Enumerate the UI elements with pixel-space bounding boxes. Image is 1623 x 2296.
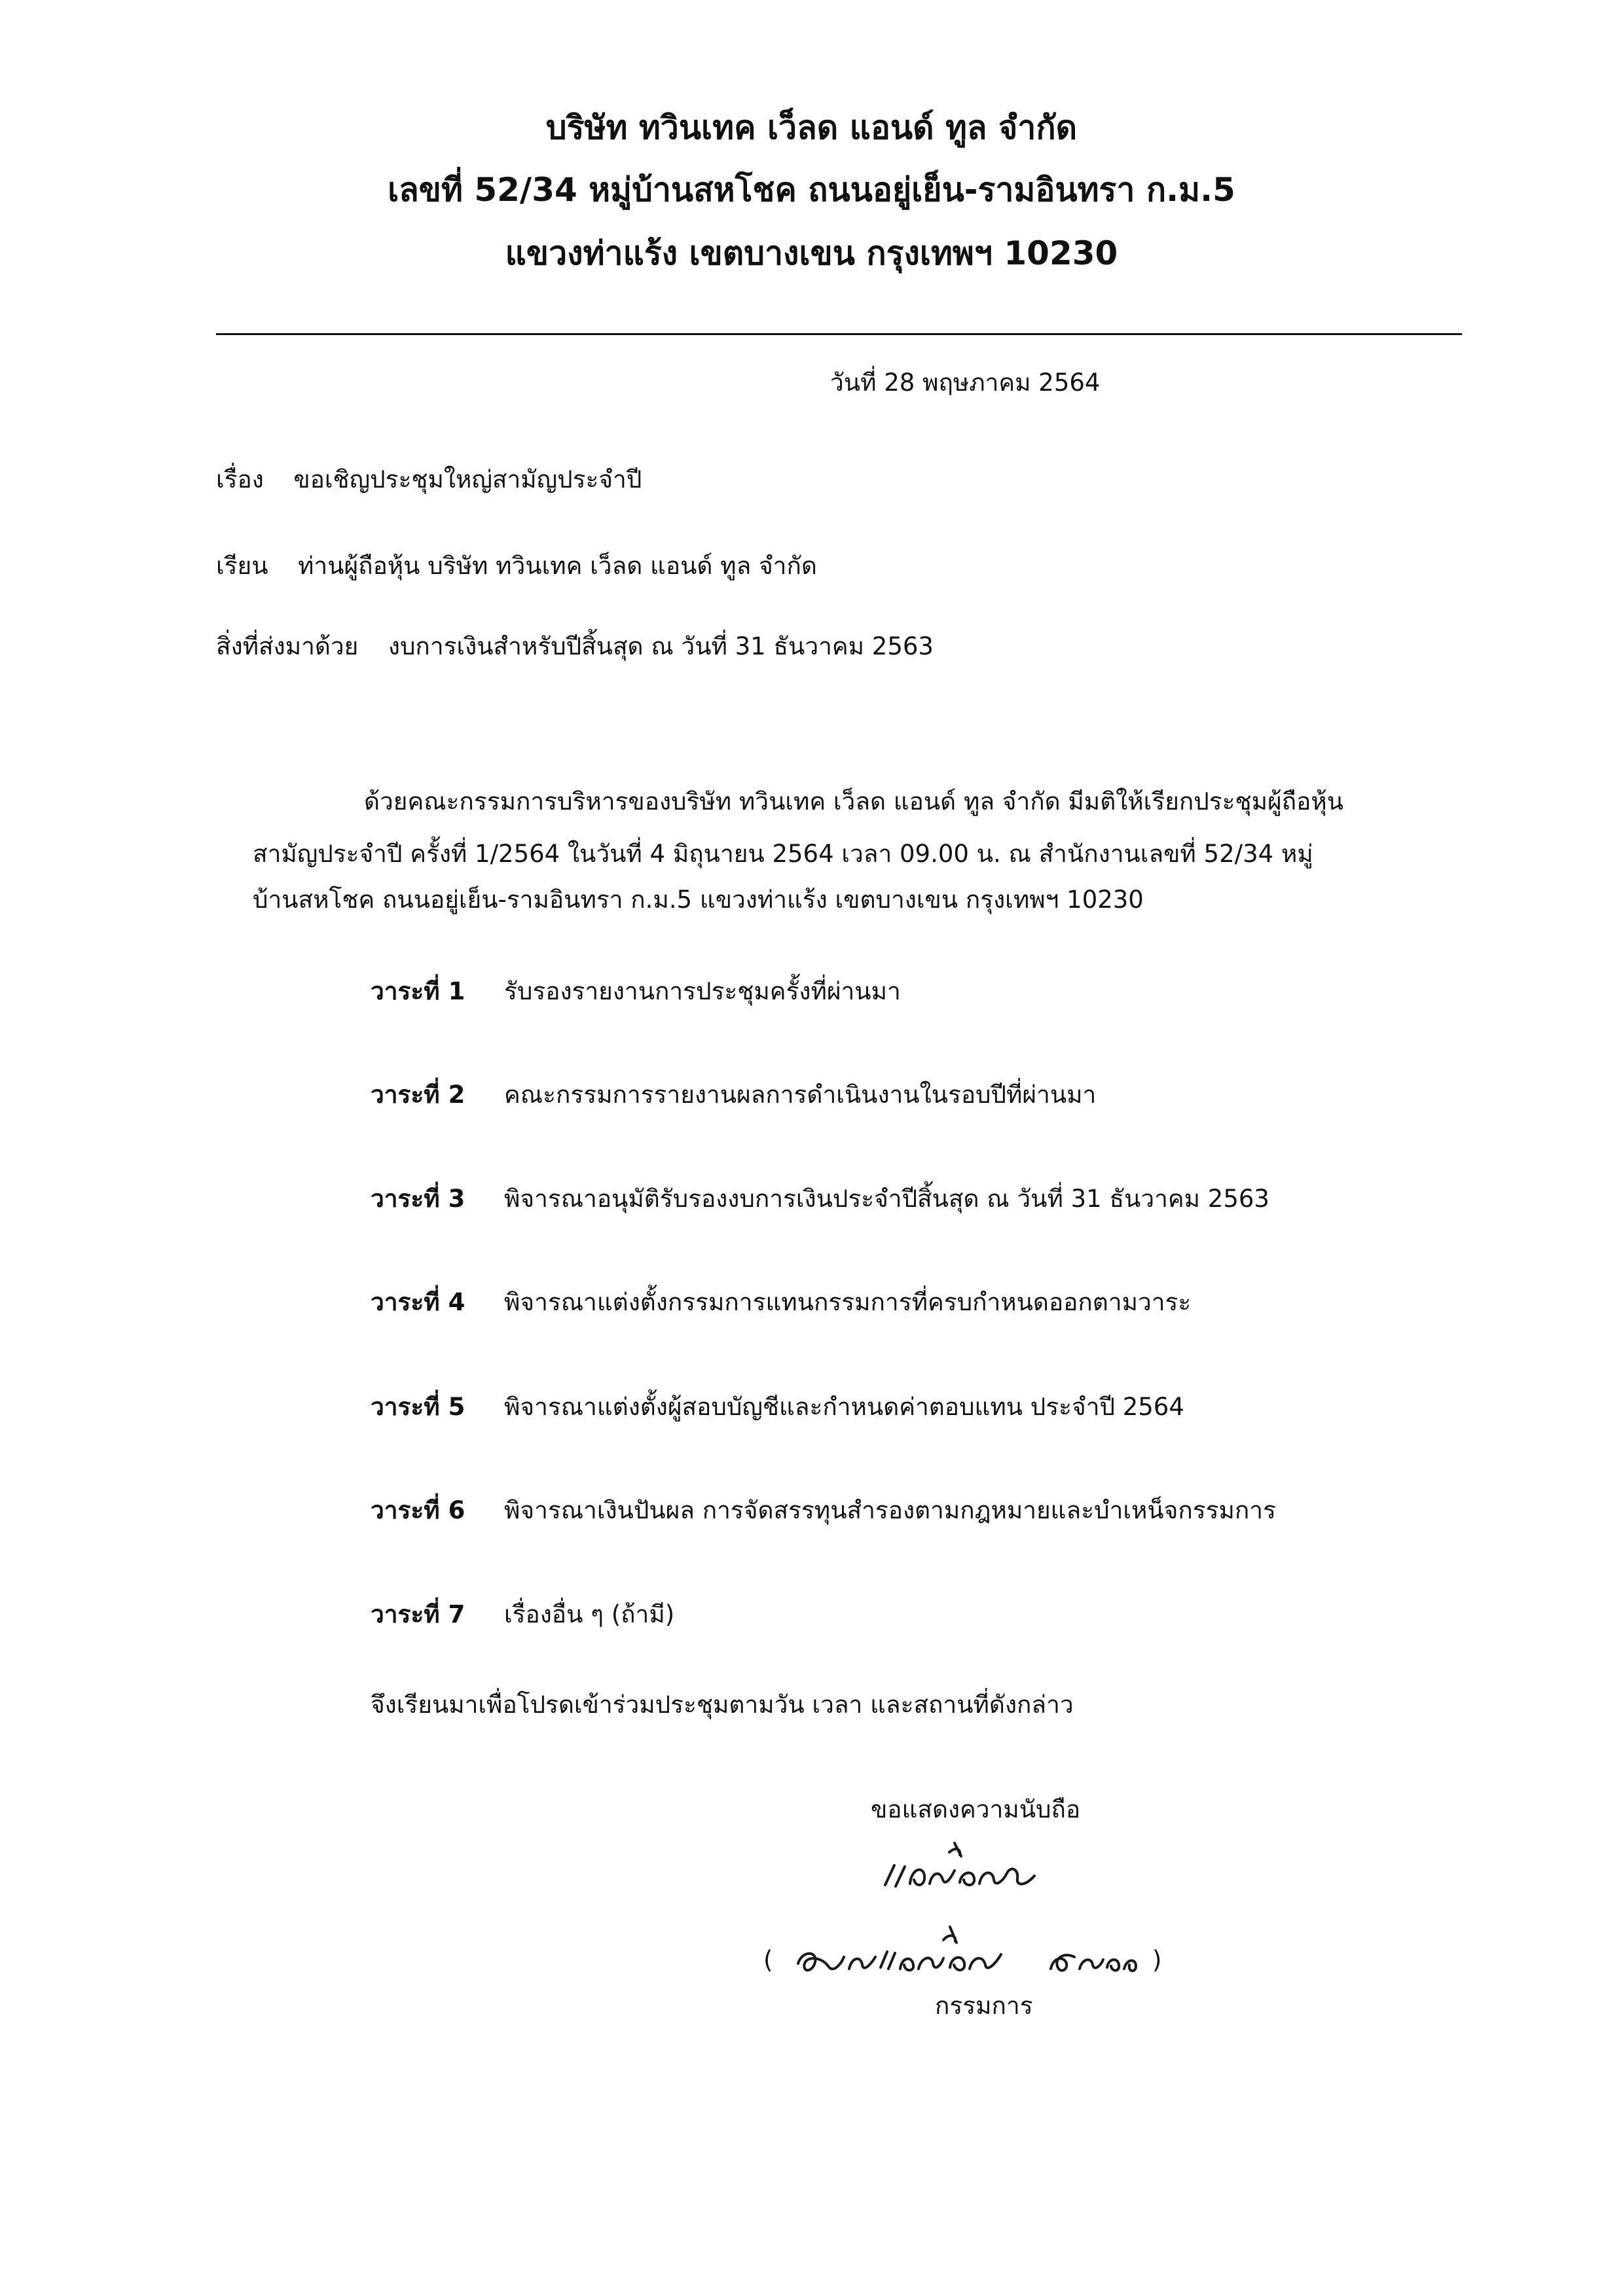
agenda-text: พิจารณาแต่งตั้งผู้สอบบัญชีและกำหนดค่าตอบแทน ประจำปี 2564 [504,1393,1184,1421]
enclosure-label: สิ่งที่ส่งมาด้วย [216,632,359,660]
handwritten-signature [877,1833,1074,1905]
agenda-label: วาระที่ 1 [371,977,465,1005]
subject-text: ขอเชิญประชุมใหญ่สามัญประจำปี [293,465,642,493]
agenda-label: วาระที่ 4 [371,1288,465,1316]
company-address-line1: เลขที่ 52/34 หมู่บ้านสหโชค ถนนอยู่เย็น-รามอินทรา ก.ม.5 [388,171,1235,209]
closing-sentence: จึงเรียนมาเพื่อโปรดเข้าร่วมประชุมตามวัน เวลา และสถานที่ดังกล่าว [371,1691,1074,1719]
agenda-text: เรื่องอื่น ๆ (ถ้ามี) [504,1600,675,1628]
body-paragraph-line-1: ด้วยคณะกรรมการบริหารของบริษัท ทวินเทค เว็ลด แอนด์ ทูล จำกัด มีมติให้เรียกประชุมผู้ถือหุ้น [364,787,1344,816]
handwritten-signatory-name [789,1918,1156,1996]
agenda-text: พิจารณาอนุมัติรับรองงบการเงินประจำปีสิ้นสุด ณ วันที่ 31 ธันวาคม 2563 [504,1185,1269,1213]
sign-off: ขอแสดงความนับถือ [871,1795,1081,1823]
subject-line [216,463,642,496]
enclosure-line [216,630,934,663]
agenda-text: รับรองรายงานการประชุมครั้งที่ผ่านมา [504,977,901,1005]
signatory-close-paren: ) [1152,1946,1162,1974]
company-address-line2: แขวงท่าแร้ง เขตบางเขน กรุงเทพฯ 10230 [505,234,1118,272]
agenda-label: วาระที่ 3 [371,1185,465,1213]
agenda-text: พิจารณาเงินปันผล การจัดสรรทุนสำรองตามกฎหมายและบำเหน็จกรรมการ [504,1496,1276,1524]
recipient-text: ท่านผู้ถือหุ้น บริษัท ทวินเทค เว็ลด แอนด์ ทูล จำกัด [298,552,817,580]
header-divider [216,333,1462,335]
agenda-text: พิจารณาแต่งตั้งกรรมการแทนกรรมการที่ครบกำหนดออกตามวาระ [504,1288,1192,1316]
agenda-label: วาระที่ 6 [371,1496,465,1524]
recipient-label: เรียน [216,552,268,580]
body-paragraph-line-3: บ้านสหโชค ถนนอยู่เย็น-รามอินทรา ก.ม.5 แขวงท่าแร้ง เขตบางเขน กรุงเทพฯ 10230 [253,886,1144,914]
signatory-title: กรรมการ [935,1992,1033,2020]
enclosure-text: งบการเงินสำหรับปีสิ้นสุด ณ วันที่ 31 ธันวาคม 2563 [388,632,934,660]
signatory-open-paren: ( [763,1946,773,1974]
agenda-label: วาระที่ 7 [371,1600,465,1628]
agenda-label: วาระที่ 2 [371,1081,465,1109]
body-paragraph-line-2: สามัญประจำปี ครั้งที่ 1/2564 ในวันที่ 4 มิถุนายน 2564 เวลา 09.00 น. ณ สำนักงานเลขที่ 52/34 หมู่ [253,840,1313,868]
agenda-label: วาระที่ 5 [371,1393,465,1421]
agenda-text: คณะกรรมการรายงานผลการดำเนินงานในรอบปีที่ผ่านมา [504,1081,1097,1109]
letter-date: วันที่ 28 พฤษภาคม 2564 [830,368,1101,397]
company-name: บริษัท ทวินเทค เว็ลด แอนด์ ทูล จำกัด [545,109,1078,147]
subject-label: เรื่อง [216,465,264,493]
recipient-line [216,550,817,583]
